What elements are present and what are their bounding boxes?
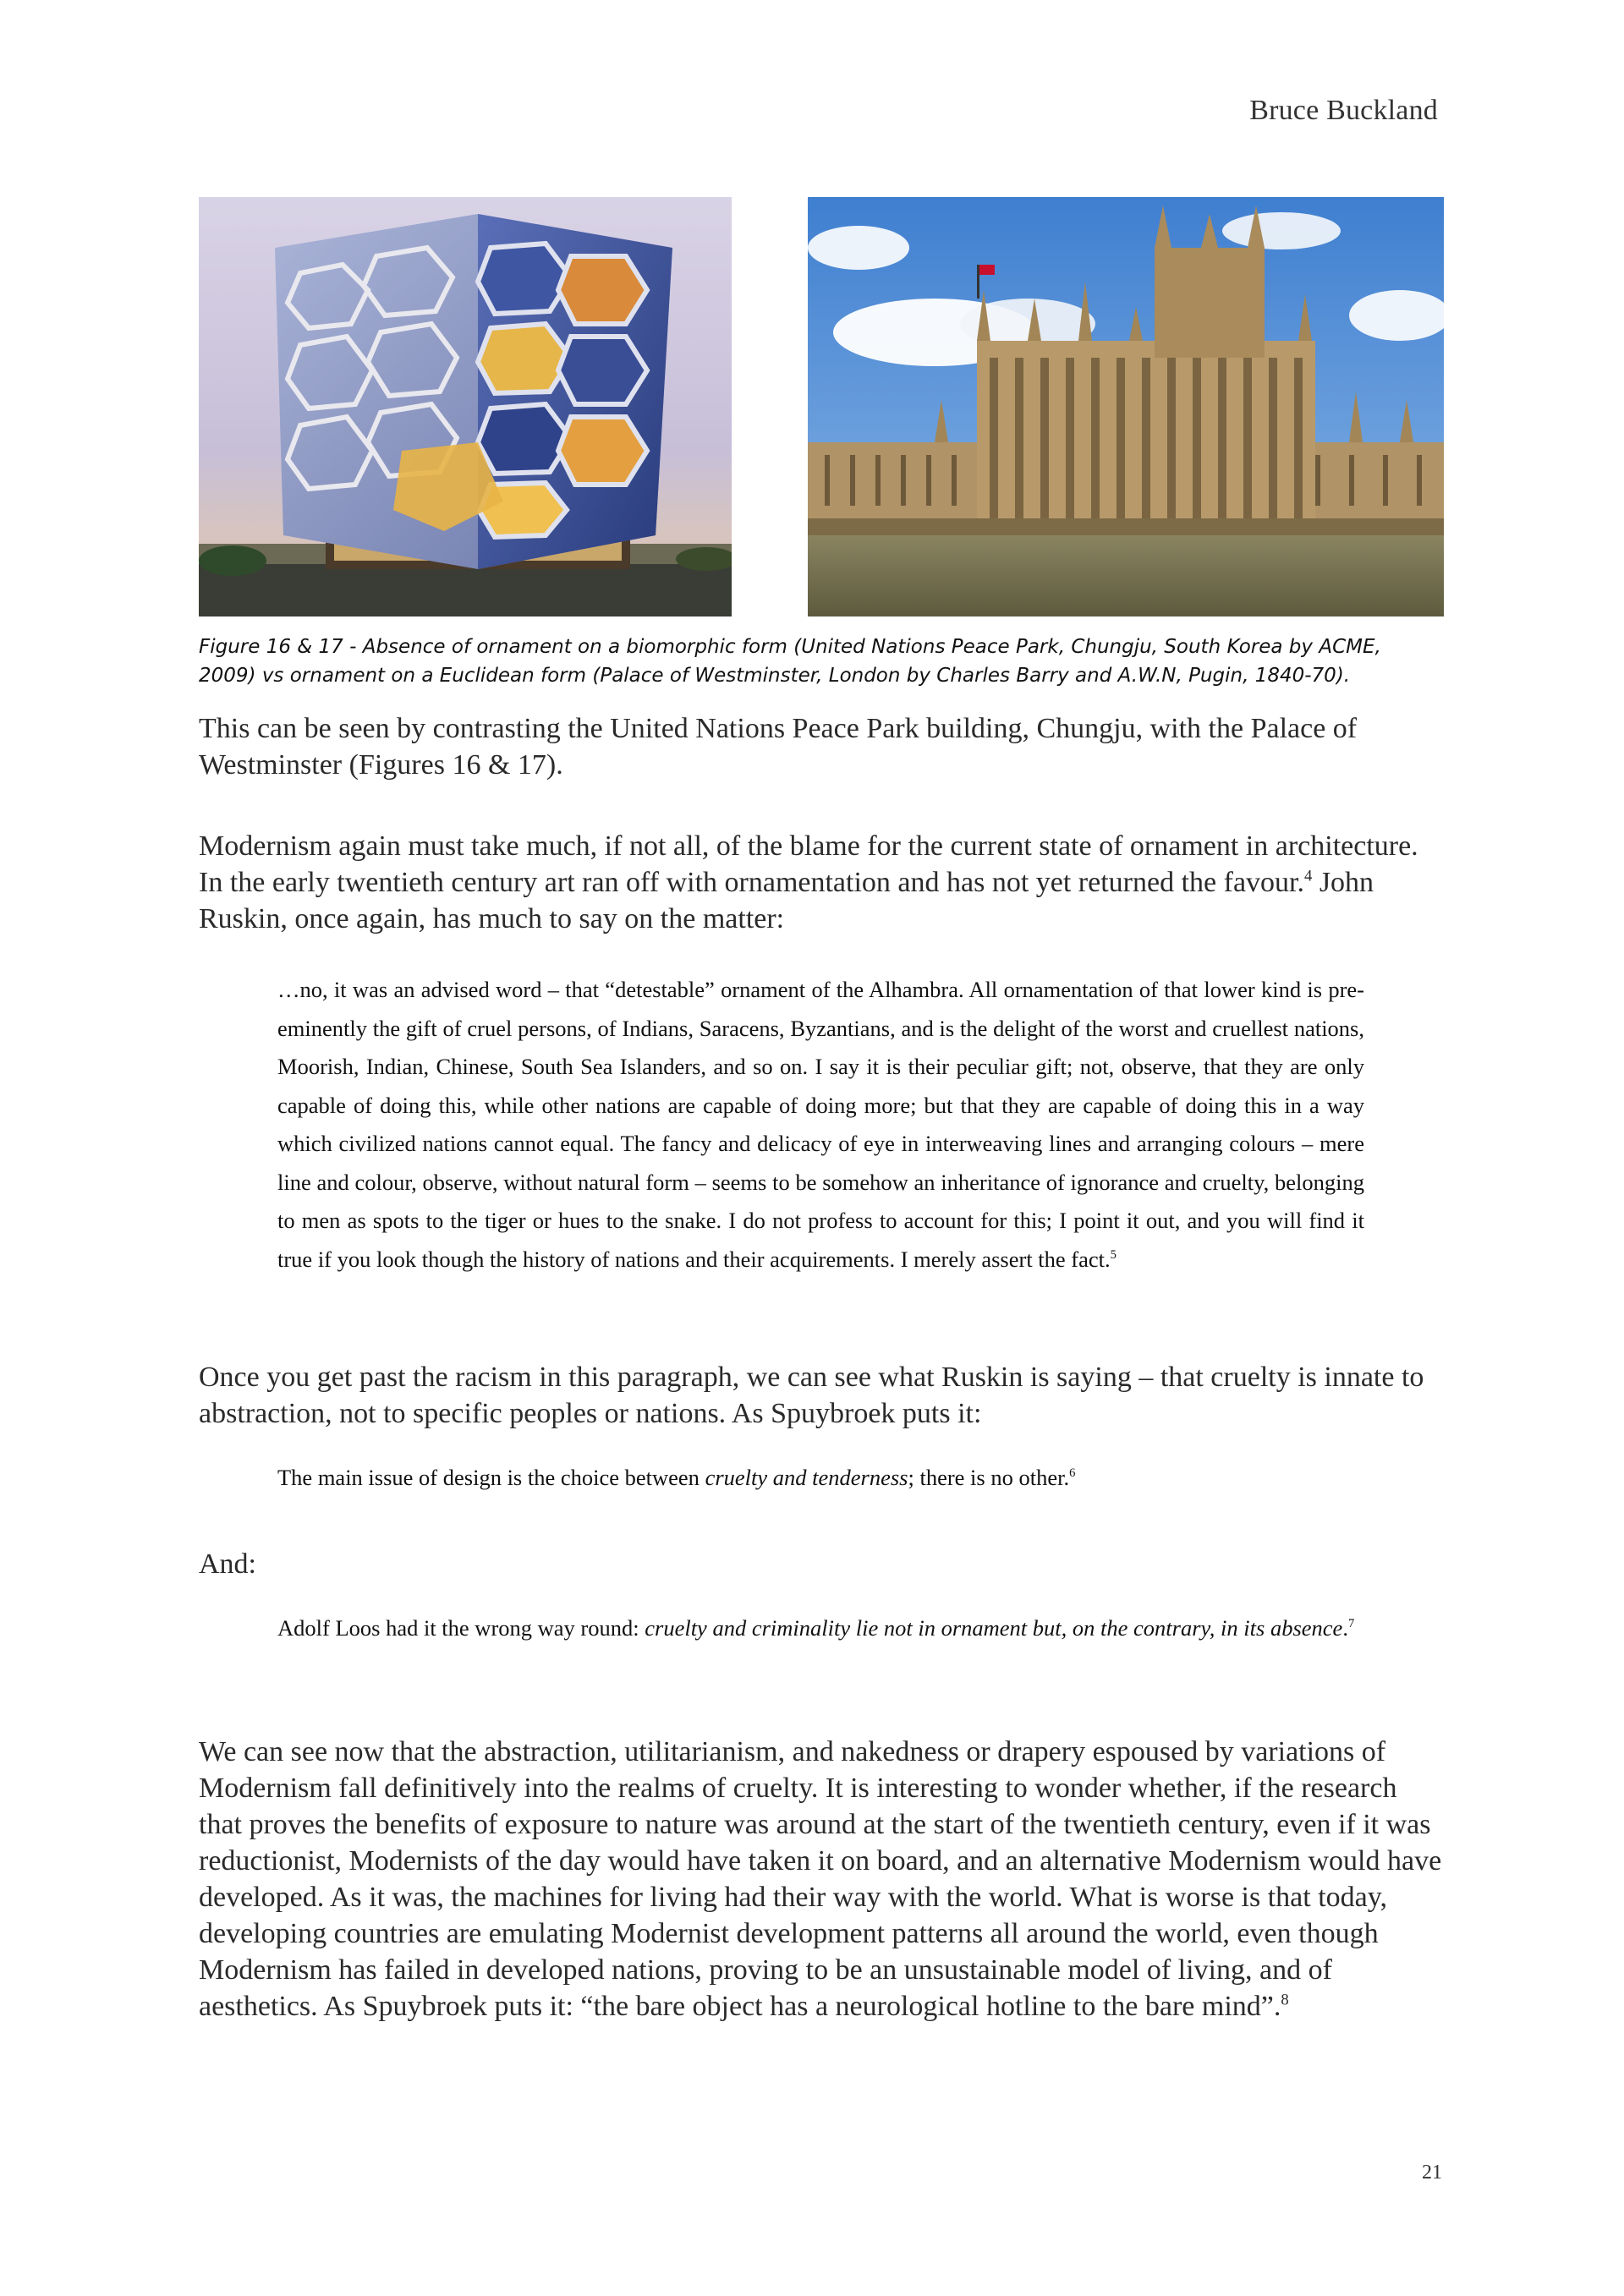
page-number: 21 <box>1422 2162 1442 2184</box>
quote2-emphasis: cruelty and tenderness <box>705 1465 908 1490</box>
body-paragraph-5-text: We can see now that the abstraction, utilitarianism, and nakedness or drapery espoused by variations of Modernism fall definitively into the realms of cruelty. It is interesting to wonder whether, if the research that proves the benefits of exposure to nature was around at the start of the twentieth century, even if it was reductionist, Modernists of the day would have taken it on board, and an alternative Modernism would have developed. As it was, the machines for living had their way with the world. What is worse is that today, developing countries are emulating Modernist development patterns all around the world, even though Modernism has failed in developed nations, proving to be an unsustainable model of living, and of aesthetics. As Spuybroek puts it: “the bare object has a neurological hotline to the bare mind”. <box>199 1736 1442 2022</box>
figure-caption: Figure 16 & 17 - Absence of ornament on a biomorphic form (United Nations Peace Park, Chungju, South Korea by ACME, 2009) vs ornament on a Euclidean form (Palace of Westminster, London by Charles Barry and A.W.N, Pugin, 1840-70). <box>199 636 1381 687</box>
figure-17-image <box>808 197 1444 616</box>
block-quote-spuybroek <box>277 1459 1364 1498</box>
footnote-ref-4: 4 <box>1303 867 1313 885</box>
body-paragraph-1: This can be seen by contrasting the United Nations Peace Park building, Chungju, with the Palace of Westminster (Figures 16 & 17). <box>199 713 1358 781</box>
block-quote-loos <box>277 1609 1364 1648</box>
quote3-text-b: . <box>1342 1615 1348 1641</box>
body-paragraph-5 <box>199 1734 1442 2025</box>
footnote-ref-6: 6 <box>1069 1466 1076 1481</box>
footnote-ref-7: 7 <box>1347 1617 1355 1631</box>
block-quote-ruskin-text: …no, it was an advised word – that “detestable” ornament of the Alhambra. All ornamentation of that lower kind is pre-eminently the gift of cruel persons, of Indians, Saracens, Byzantians, and is the delight of the worst and cruellest nations, Moorish, Indian, Chinese, South Sea Islanders, and so on. I say it is their peculiar gift; not, observe, that they are only capable of doing this, while other nations are capable of doing more; but that they are capable of doing this in a way which civilized nations cannot equal. The fancy and delicacy of eye in interweaving lines and arranging colours – mere line and colour, observe, without natural form – seems to be somehow an inheritance of ignorance and cruelty, belonging to men as spots to the tiger or hues to the snake. I do not profess to account for this; I point it out, and you will find it true if you look though the history of nations and their acquirements. I merely assert the fact. <box>277 977 1364 1272</box>
body-paragraph-2 <box>199 828 1442 937</box>
running-header-author: Bruce Buckland <box>1249 95 1438 126</box>
figure-16-image <box>199 197 732 616</box>
body-paragraph-4: And: <box>199 1548 256 1580</box>
footnote-ref-8: 8 <box>1281 1991 1289 2009</box>
quote2-text-b: ; there is no other. <box>908 1465 1070 1490</box>
body-paragraph-3: Once you get past the racism in this paragraph, we can see what Ruskin is saying – that cruelty is innate to abstraction, not to specific peoples or nations. As Spuybroek puts it: <box>199 1362 1424 1429</box>
quote3-emphasis: cruelty and criminality lie not in ornament but, on the contrary, in its absence <box>645 1615 1343 1641</box>
footnote-ref-5: 5 <box>1110 1247 1116 1262</box>
peace-park-building-illustration <box>199 197 732 616</box>
body-paragraph-2-tail: John Ruskin, once again, has much to say on the matter: <box>199 867 1374 934</box>
quote2-text-a: The main issue of design is the choice between <box>277 1465 705 1490</box>
quote3-text-a: Adolf Loos had it the wrong way round: <box>277 1615 645 1641</box>
block-quote-ruskin <box>277 971 1364 1279</box>
palace-of-westminster-illustration <box>808 197 1444 616</box>
body-paragraph-2-text: Modernism again must take much, if not all, of the blame for the current state of ornament in architecture. In the early twentieth century art ran off with ornamentation and has not yet returned the favour. <box>199 830 1418 898</box>
